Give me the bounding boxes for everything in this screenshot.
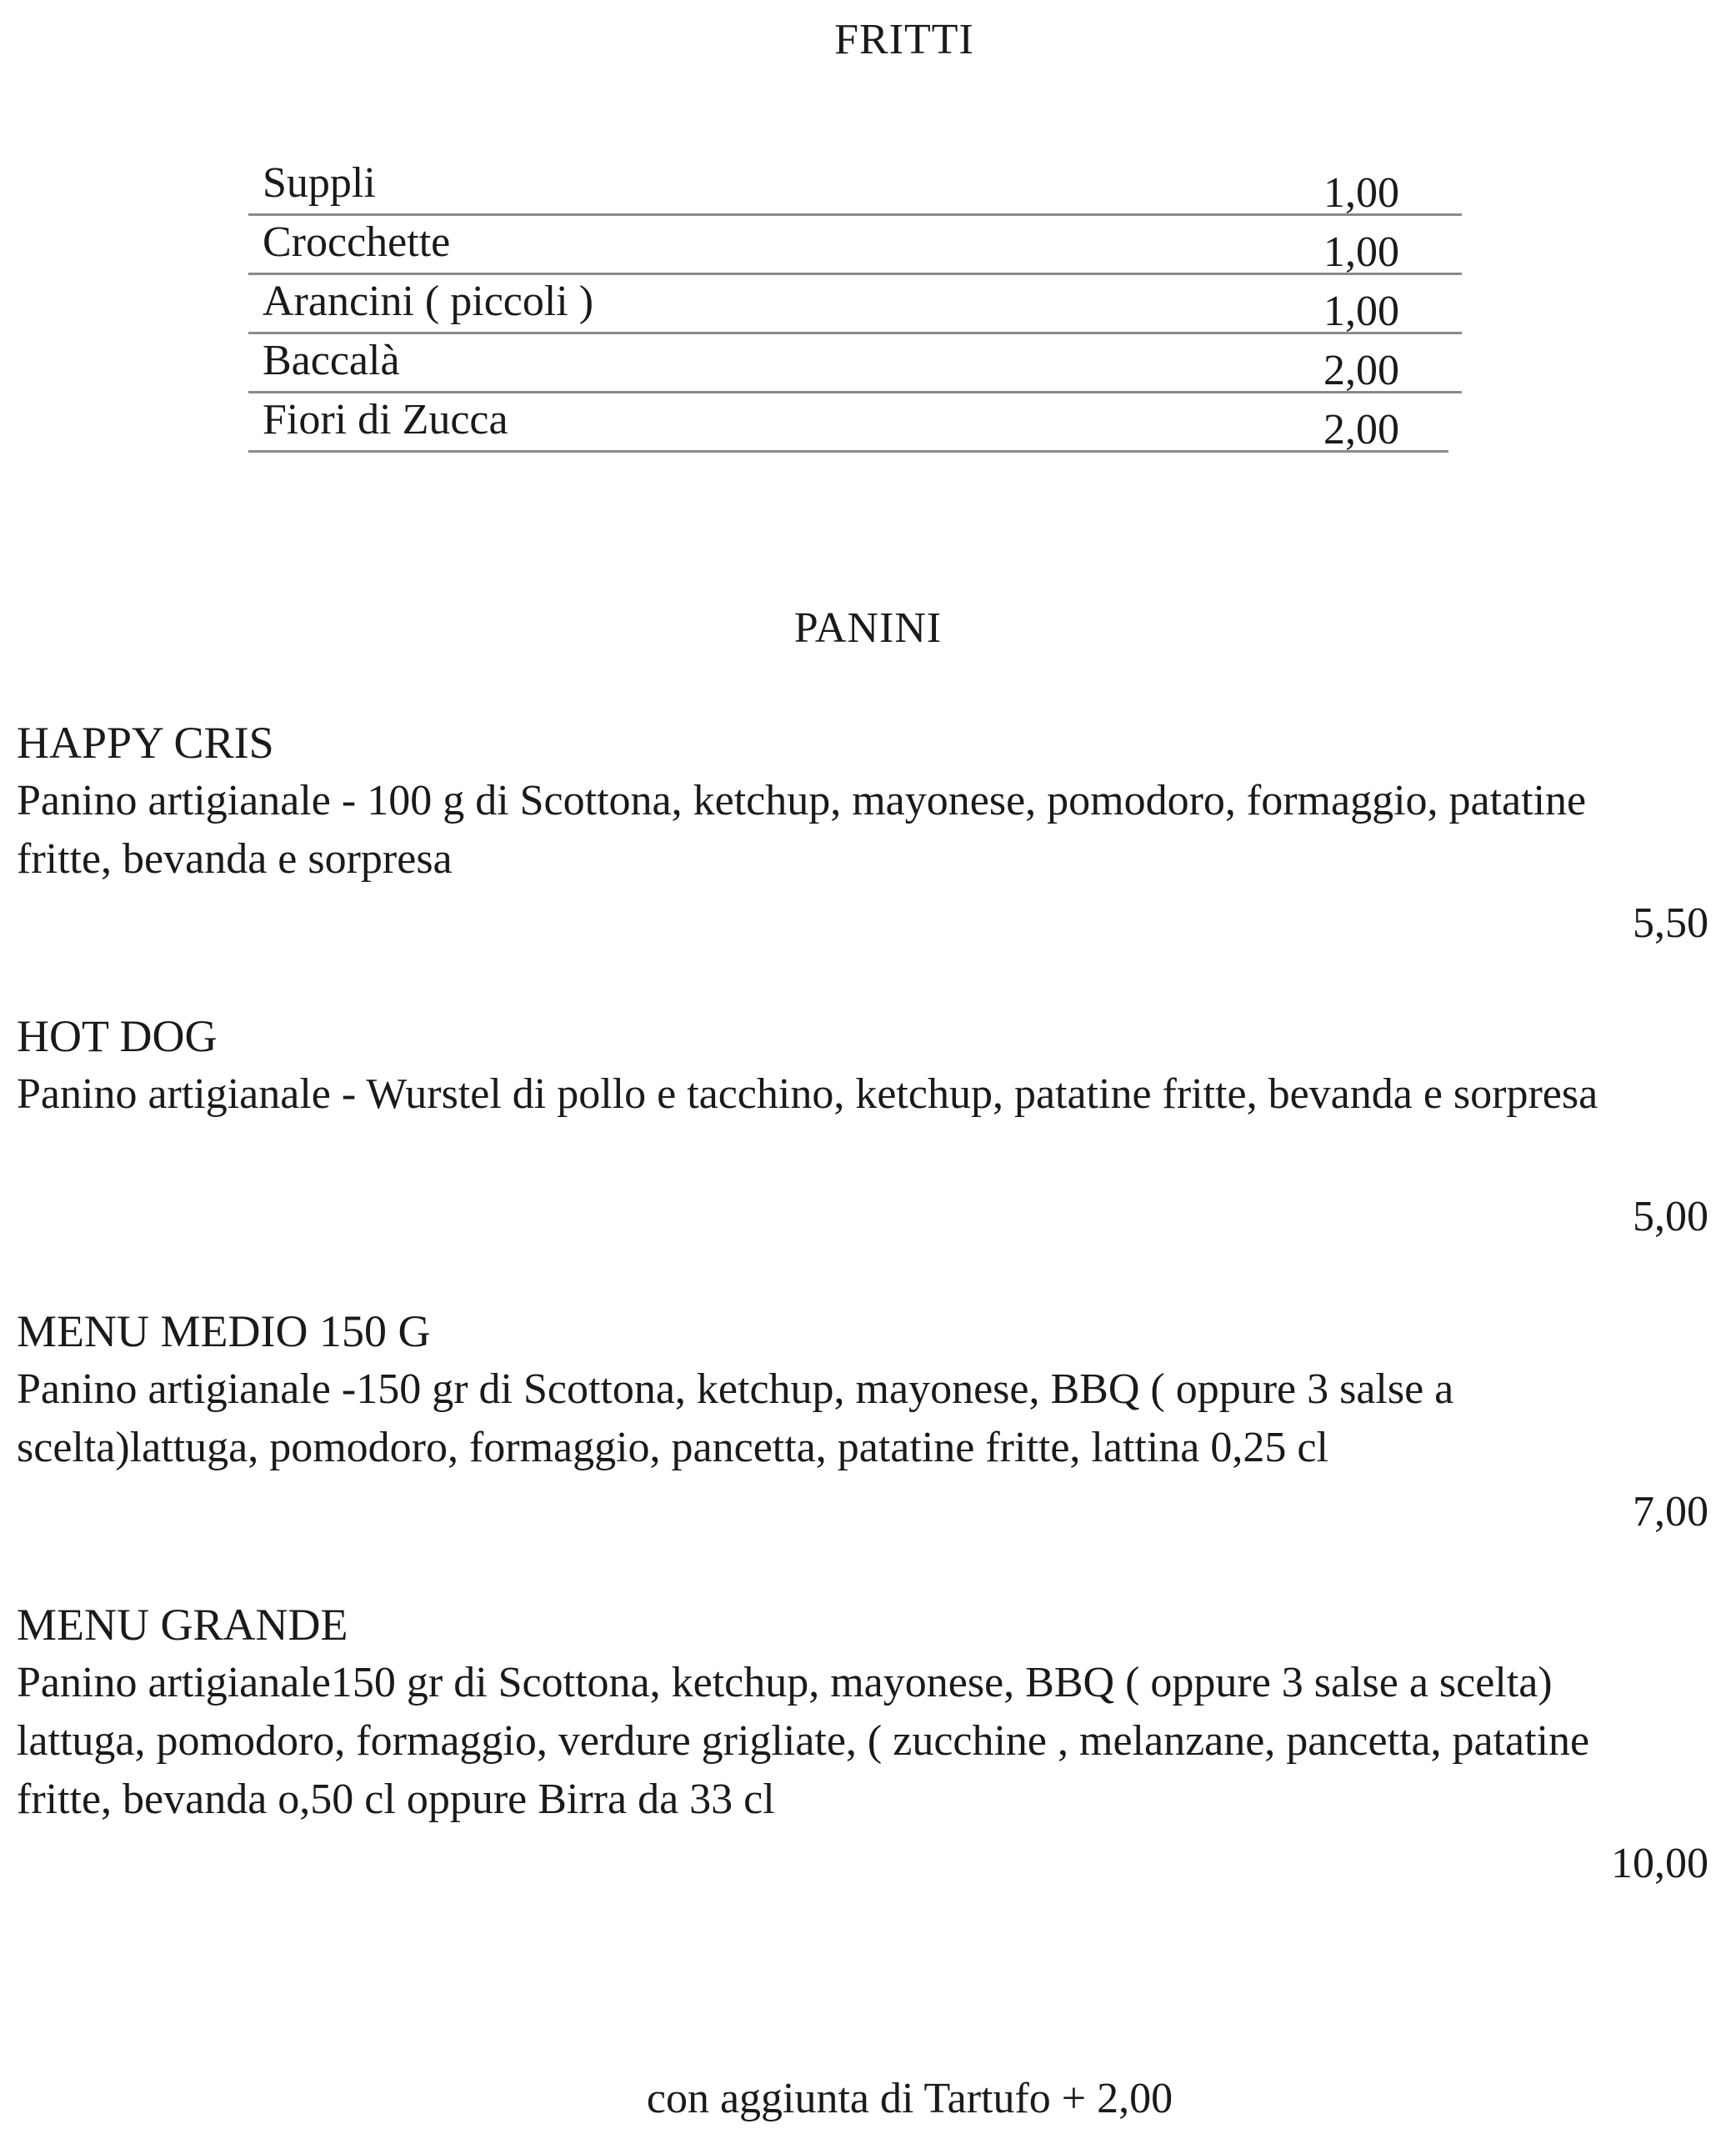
fritti-item-name: Suppli	[263, 159, 376, 207]
tartufo-supplement-note: con aggiunta di Tartufo + 2,00	[646, 2075, 1173, 2122]
fritti-item	[248, 275, 1462, 334]
fritti-item	[248, 334, 1462, 393]
panino-description: Panino artigianale150 gr di Scottona, ketchup, mayonese, BBQ ( oppure 3 salse a scelta) lattuga, pomodoro, formaggio, verdure grigliate, ( zucchine , melanzane, pancetta, patatine fritte, bevanda o,50 cl oppure Birra da 33 cl	[17, 1659, 1590, 1823]
fritti-item-price: 2,00	[1323, 406, 1399, 453]
panino-name: MENU GRANDE	[17, 1600, 348, 1650]
fritti-item-name: Fiori di Zucca	[263, 396, 508, 443]
panino-item-happy-cris	[17, 714, 1708, 947]
fritti-item-price: 2,00	[1323, 347, 1399, 394]
fritti-item-price: 1,00	[1323, 228, 1399, 276]
panino-description: Panino artigianale -150 gr di Scottona, ketchup, mayonese, BBQ ( oppure 3 salse a scelta)lattuga, pomodoro, formaggio, pancetta, patatine fritte, lattina 0,25 cl	[17, 1365, 1454, 1471]
panino-name: HAPPY CRIS	[17, 718, 274, 768]
panino-item-menu-grande	[17, 1595, 1708, 1887]
panino-price: 5,50	[1633, 899, 1708, 947]
panino-name: MENU MEDIO 150 G	[17, 1306, 431, 1356]
fritti-item-name: Crocchette	[263, 218, 451, 266]
panino-description: Panino artigianale - Wurstel di pollo e tacchino, ketchup, patatine fritte, bevanda e sorpresa	[17, 1070, 1598, 1118]
panini-section-title: PANINI	[793, 604, 943, 652]
panino-description: Panino artigianale - 100 g di Scottona, ketchup, mayonese, pomodoro, formaggio, patatine fritte, bevanda e sorpresa	[17, 777, 1587, 883]
fritti-item	[248, 393, 1448, 453]
panino-name: HOT DOG	[17, 1011, 218, 1061]
fritti-price-list	[248, 157, 1462, 453]
fritti-item-price: 1,00	[1323, 288, 1399, 335]
fritti-item	[248, 216, 1462, 275]
panino-item-hot-dog	[17, 1007, 1708, 1240]
fritti-item-name: Arancini ( piccoli )	[263, 278, 594, 325]
fritti-section-title: FRITTI	[834, 16, 974, 63]
panino-price: 7,00	[1633, 1488, 1708, 1535]
fritti-item	[248, 157, 1462, 216]
fritti-item-price: 1,00	[1323, 169, 1399, 217]
panino-price: 10,00	[1611, 1840, 1708, 1887]
panino-item-menu-medio	[17, 1302, 1708, 1535]
panino-price: 5,00	[1633, 1193, 1708, 1240]
fritti-item-name: Baccalà	[263, 337, 400, 384]
